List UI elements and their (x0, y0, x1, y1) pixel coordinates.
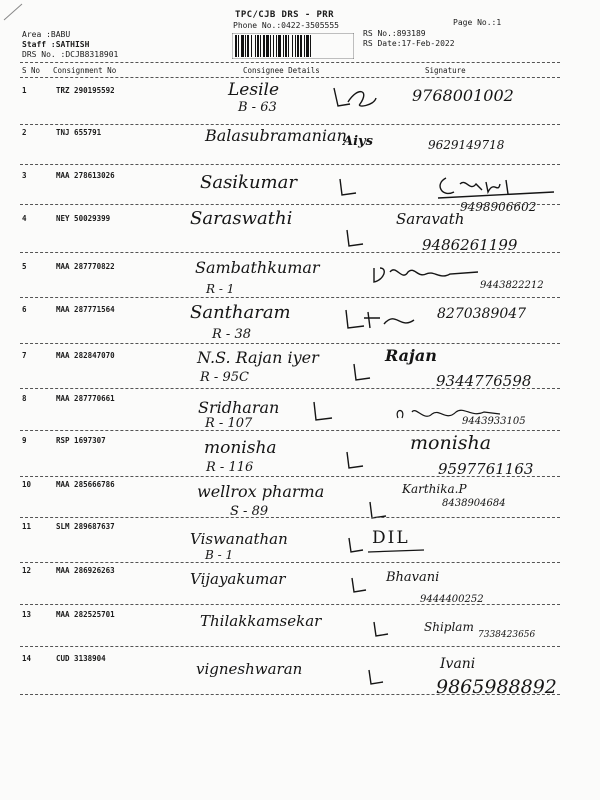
row-8-divider (20, 430, 560, 431)
row-3-signature (436, 174, 556, 200)
row-9-mark (343, 450, 365, 470)
row-9-sno: 9 (22, 436, 27, 445)
barcode (232, 33, 354, 59)
header-top-rule (20, 62, 560, 63)
row-3-divider (20, 204, 560, 205)
row-10-consignee-ref: S - 89 (230, 504, 269, 519)
row-4-sno: 4 (22, 214, 27, 223)
row-14-phone: 9865988892 (436, 676, 557, 698)
row-14-consignee-name: vigneshwaran (196, 660, 303, 678)
row-9-divider (20, 476, 560, 477)
col-consignment-header: Consignment No (53, 66, 117, 75)
row-7-phone: 9344776598 (436, 372, 532, 390)
row-13-consignment: MAA 282525701 (56, 610, 115, 619)
drs-number: DRS No. :DCJB8318901 (22, 50, 119, 59)
row-13-signature: Shiplam (424, 620, 474, 634)
row-5-phone: 9443822212 (480, 280, 544, 291)
row-13-phone: 7338423656 (478, 630, 536, 640)
row-2-phone: 9629149718 (428, 138, 505, 152)
row-7-signature: Rajan (385, 346, 437, 365)
row-12-consignment: MAA 286926263 (56, 566, 115, 575)
row-3-consignment: MAA 278613026 (56, 171, 115, 180)
row-10-divider (20, 517, 560, 518)
row-9-phone: 9597761163 (438, 460, 534, 478)
row-9-consignee-ref: R - 116 (206, 460, 254, 475)
row-10-sno: 10 (22, 480, 32, 489)
row-7-mark (350, 362, 372, 382)
col-consignee-header: Consignee Details (243, 66, 320, 75)
row-6-consignment: MAA 287771564 (56, 305, 115, 314)
row-6-consignee-name: Santharam (190, 302, 291, 323)
row-5-signature (370, 262, 480, 286)
row-11-consignee-ref: B - 1 (205, 548, 234, 562)
rs-date: RS Date:17-Feb-2022 (363, 39, 455, 48)
row-8-phone: 9443933105 (462, 416, 526, 427)
row-14-consignment: CUD 3138904 (56, 654, 106, 663)
row-8-consignment: MAA 287770661 (56, 394, 115, 403)
row-14-mark (365, 668, 385, 686)
row-8-mark (308, 400, 334, 422)
row-4-consignee-name: Saraswathi (190, 208, 293, 229)
row-6-consignee-ref: R - 38 (212, 327, 251, 342)
row-11-mark (345, 536, 365, 554)
row-10-signature: Karthika.P (402, 482, 467, 496)
row-1-divider (20, 124, 560, 125)
row-5-consignee-name: Sambathkumar (195, 258, 320, 277)
row-10-phone: 8438904684 (442, 498, 506, 509)
row-12-signature: Bhavani (386, 570, 440, 585)
row-4-consignment: NEY 50029399 (56, 214, 111, 223)
col-sno-header: S No (22, 66, 41, 75)
row-2-signature: Aiys (343, 134, 373, 149)
rs-number: RS No.:893189 (363, 29, 426, 38)
page-number: Page No.:1 (453, 18, 502, 27)
row-12-phone: 9444400252 (420, 594, 484, 605)
col-signature-header: Signature (425, 66, 466, 75)
row-3-sno: 3 (22, 171, 27, 180)
row-7-consignee-name: N.S. Rajan iyer (197, 348, 319, 367)
row-1-signature (330, 84, 378, 110)
row-4-divider (20, 252, 560, 253)
row-6-sno: 6 (22, 305, 27, 314)
row-3-consignee-name: Sasikumar (200, 172, 297, 193)
row-7-sno: 7 (22, 351, 27, 360)
row-10-consignee-name: wellrox pharma (197, 482, 325, 501)
row-5-consignment: MAA 287770822 (56, 262, 115, 271)
row-4-phone: 9486261199 (422, 236, 518, 254)
row-13-sno: 13 (22, 610, 32, 619)
area-label: Area :BABU (22, 30, 71, 39)
row-12-mark (348, 576, 368, 594)
row-7-divider (20, 388, 560, 389)
row-2-sno: 2 (22, 128, 27, 137)
row-5-divider (20, 297, 560, 298)
scan-corner-mark (2, 2, 26, 22)
row-6-divider (20, 343, 560, 344)
row-11-consignee-name: Viswanathan (190, 530, 288, 548)
row-1-sno: 1 (22, 86, 27, 95)
row-8-consignee-ref: R - 107 (205, 416, 253, 431)
row-3-phone: 9498906602 (460, 200, 537, 214)
row-3-mark (336, 177, 358, 197)
row-8-consignee-name: Sridharan (198, 398, 280, 417)
row-11-underline (366, 548, 426, 556)
row-13-mark (370, 620, 390, 638)
row-13-divider (20, 646, 560, 647)
row-6-signature (340, 306, 420, 332)
row-7-consignee-ref: R - 95C (200, 370, 249, 385)
row-11-divider (20, 562, 560, 563)
row-14-divider (20, 694, 560, 695)
row-2-divider (20, 164, 560, 165)
row-12-sno: 12 (22, 566, 32, 575)
row-14-signature: Ivani (440, 656, 476, 672)
row-7-consignment: MAA 282847070 (56, 351, 115, 360)
row-1-consignment: TRZ 290195592 (56, 86, 115, 95)
row-8-sno: 8 (22, 394, 27, 403)
row-1-phone: 9768001002 (412, 86, 514, 105)
row-4-signature: Saravath (396, 210, 465, 228)
row-11-consignment: SLM 289687637 (56, 522, 115, 531)
row-9-signature: monisha (410, 432, 492, 454)
row-2-consignee-name: Balasubramanian (205, 126, 347, 145)
row-12-consignee-name: Vijayakumar (190, 570, 286, 588)
header-bottom-rule (20, 77, 560, 78)
row-13-consignee-name: Thilakkamsekar (200, 612, 322, 630)
row-11-signature: DIL (372, 528, 410, 548)
row-9-consignment: RSP 1697307 (56, 436, 106, 445)
row-4-mark (343, 228, 365, 248)
row-5-sno: 5 (22, 262, 27, 271)
row-9-consignee-name: monisha (204, 438, 277, 458)
row-12-divider (20, 604, 560, 605)
row-1-consignee-ref: B - 63 (238, 100, 277, 115)
row-5-consignee-ref: R - 1 (206, 282, 235, 296)
row-1-consignee-name: Lesile (228, 80, 280, 100)
sheet-title: TPC/CJB DRS - PRR (235, 10, 334, 20)
row-11-sno: 11 (22, 522, 32, 531)
staff-label: Staff :SATHISH (22, 40, 90, 49)
row-10-consignment: MAA 285666786 (56, 480, 115, 489)
row-14-sno: 14 (22, 654, 32, 663)
phone-number: Phone No.:0422-3505555 (233, 21, 339, 30)
row-2-consignment: TNJ 655791 (56, 128, 102, 137)
row-6-phone: 8270389047 (437, 306, 527, 322)
